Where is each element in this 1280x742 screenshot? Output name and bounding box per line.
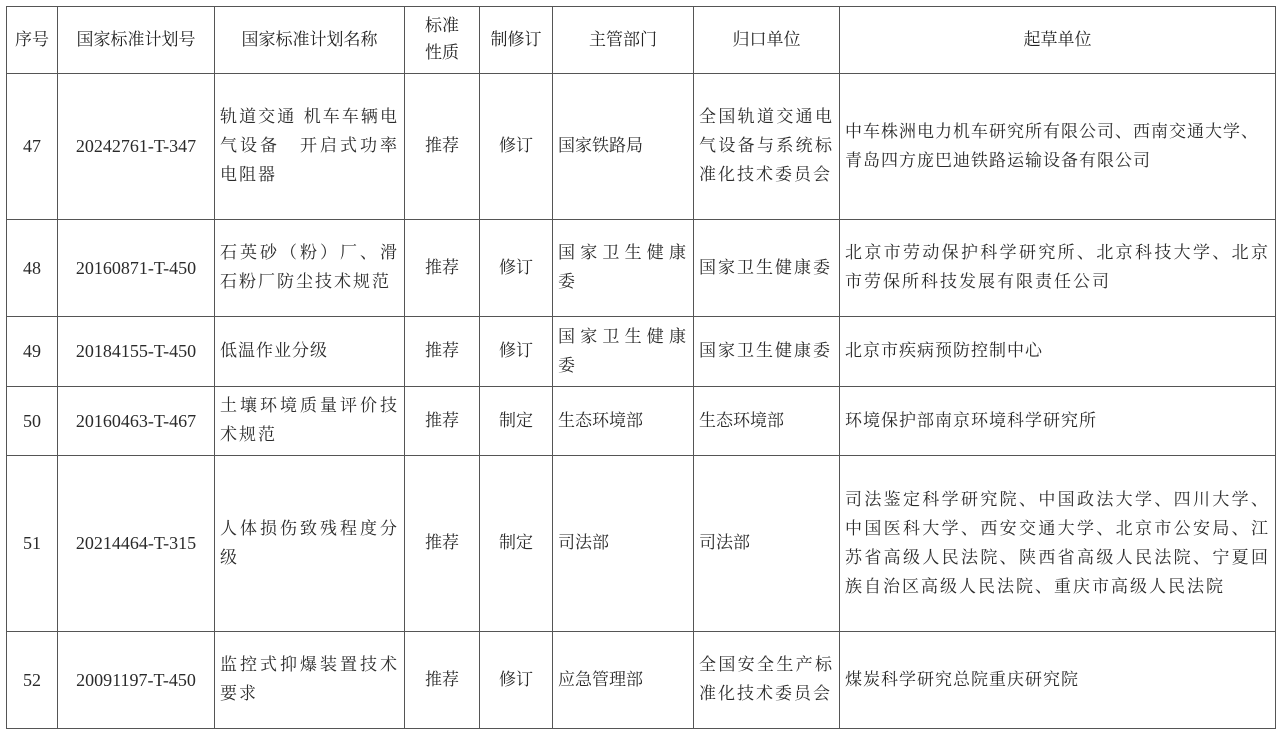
cell-nature: 推荐	[405, 220, 480, 317]
cell-nature: 推荐	[405, 456, 480, 632]
cell-drafter: 北京市劳动保护科学研究所、北京科技大学、北京市劳保所科技发展有限责任公司	[840, 220, 1276, 317]
table-row	[7, 74, 1276, 220]
cell-plan-name: 土壤环境质量评价技术规范	[215, 387, 405, 456]
cell-drafter: 司法鉴定科学研究院、中国政法大学、四川大学、中国医科大学、西安交通大学、北京市公安局、江苏省高级人民法院、陕西省高级人民法院、宁夏回族自治区高级人民法院、重庆市高级人民法院	[840, 456, 1276, 632]
cell-seq: 49	[7, 317, 58, 387]
cell-nature: 推荐	[405, 74, 480, 220]
header-plan-name: 国家标准计划名称	[215, 7, 405, 74]
table-row	[7, 220, 1276, 317]
table-header-row	[7, 7, 1276, 74]
header-drafter: 起草单位	[840, 7, 1276, 74]
cell-authority: 生态环境部	[553, 387, 694, 456]
cell-nature: 推荐	[405, 317, 480, 387]
cell-seq: 51	[7, 456, 58, 632]
cell-revision: 修订	[480, 220, 553, 317]
cell-plan-no: 20184155-T-450	[58, 317, 215, 387]
cell-authority: 应急管理部	[553, 632, 694, 729]
cell-drafter: 煤炭科学研究总院重庆研究院	[840, 632, 1276, 729]
cell-plan-no: 20214464-T-315	[58, 456, 215, 632]
standards-plan-table	[6, 6, 1276, 729]
header-seq: 序号	[7, 7, 58, 74]
cell-seq: 50	[7, 387, 58, 456]
cell-drafter: 北京市疾病预防控制中心	[840, 317, 1276, 387]
cell-authority: 国家卫生健康委	[553, 220, 694, 317]
header-tc: 归口单位	[694, 7, 840, 74]
cell-plan-name: 低温作业分级	[215, 317, 405, 387]
cell-authority: 国家卫生健康委	[553, 317, 694, 387]
cell-plan-name: 监控式抑爆装置技术要求	[215, 632, 405, 729]
cell-authority: 国家铁路局	[553, 74, 694, 220]
cell-plan-name: 人体损伤致残程度分级	[215, 456, 405, 632]
cell-seq: 52	[7, 632, 58, 729]
cell-tc: 生态环境部	[694, 387, 840, 456]
cell-tc: 全国轨道交通电气设备与系统标准化技术委员会	[694, 74, 840, 220]
cell-drafter: 环境保护部南京环境科学研究所	[840, 387, 1276, 456]
cell-revision: 制定	[480, 387, 553, 456]
cell-tc: 全国安全生产标准化技术委员会	[694, 632, 840, 729]
cell-nature: 推荐	[405, 632, 480, 729]
cell-plan-no: 20242761-T-347	[58, 74, 215, 220]
cell-plan-no: 20160463-T-467	[58, 387, 215, 456]
table-row	[7, 317, 1276, 387]
header-plan-no: 国家标准计划号	[58, 7, 215, 74]
cell-tc: 司法部	[694, 456, 840, 632]
cell-plan-name: 石英砂（粉）厂、滑石粉厂防尘技术规范	[215, 220, 405, 317]
cell-authority: 司法部	[553, 456, 694, 632]
header-nature: 标准性质	[405, 7, 480, 74]
cell-revision: 修订	[480, 317, 553, 387]
cell-tc: 国家卫生健康委	[694, 220, 840, 317]
cell-seq: 47	[7, 74, 58, 220]
cell-plan-no: 20160871-T-450	[58, 220, 215, 317]
cell-plan-no: 20091197-T-450	[58, 632, 215, 729]
table-row	[7, 456, 1276, 632]
cell-revision: 修订	[480, 632, 553, 729]
table-row	[7, 632, 1276, 729]
cell-revision: 修订	[480, 74, 553, 220]
header-authority: 主管部门	[553, 7, 694, 74]
cell-drafter: 中车株洲电力机车研究所有限公司、西南交通大学、青岛四方庞巴迪铁路运输设备有限公司	[840, 74, 1276, 220]
table-row	[7, 387, 1276, 456]
cell-nature: 推荐	[405, 387, 480, 456]
cell-tc: 国家卫生健康委	[694, 317, 840, 387]
header-revision: 制修订	[480, 7, 553, 74]
cell-plan-name: 轨道交通 机车车辆电气设备 开启式功率电阻器	[215, 74, 405, 220]
cell-revision: 制定	[480, 456, 553, 632]
cell-seq: 48	[7, 220, 58, 317]
